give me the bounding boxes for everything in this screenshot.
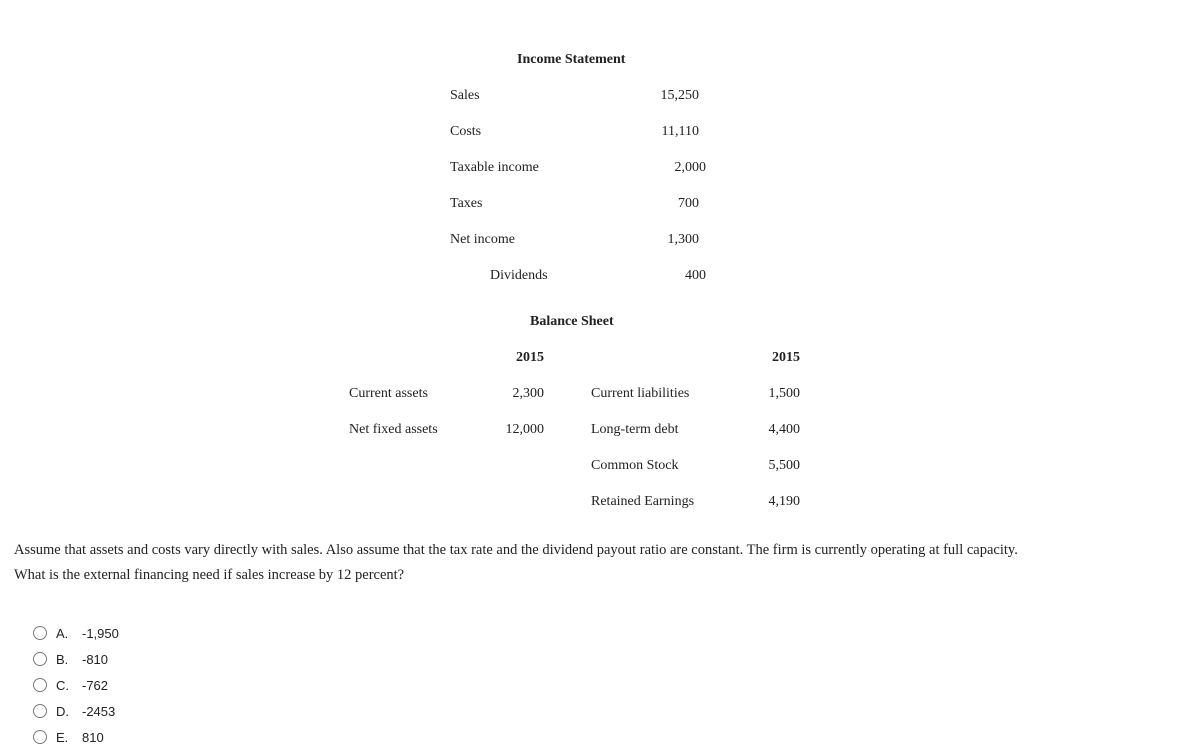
income-row-value-dividends: 400 (685, 268, 706, 283)
income-row-value-costs: 11,110 (661, 124, 699, 139)
income-row-label-taxable-income: Taxable income (450, 160, 539, 175)
liability-label-retained-earnings: Retained Earnings (591, 494, 695, 509)
income-statement-title: Income Statement (517, 52, 626, 67)
question-text (14, 538, 1184, 588)
income-row-value-taxable-income: 2,000 (674, 160, 706, 175)
question-line-2: What is the external financing need if sales increase by 12 percent? (14, 567, 405, 583)
asset-value-net-fixed-assets: 12,000 (505, 422, 544, 437)
radio-button-icon[interactable] (33, 678, 47, 692)
choice-d[interactable] (33, 701, 115, 721)
choice-letter: C. (56, 677, 69, 693)
income-row-label-net-income: Net income (450, 232, 515, 247)
choice-letter: D. (56, 703, 69, 719)
assets-year-header: 2015 (516, 350, 544, 365)
question-line-1: Assume that assets and costs vary directly with sales. Also assume that the tax rate and the dividend payout ratio are constant. The firm is currently operating at full capacity. (14, 542, 1018, 558)
income-row-label-taxes: Taxes (450, 196, 483, 211)
choice-c[interactable] (33, 675, 108, 695)
choice-value: -762 (82, 677, 109, 693)
radio-button-icon[interactable] (33, 704, 47, 718)
income-row-value-taxes: 700 (678, 196, 699, 211)
radio-button-icon[interactable] (33, 626, 47, 640)
balance-sheet-title: Balance Sheet (530, 314, 614, 329)
asset-label-net-fixed-assets: Net fixed assets (349, 422, 438, 437)
liability-value-common-stock: 5,500 (768, 458, 800, 473)
choice-e[interactable] (33, 727, 104, 747)
choice-letter: A. (56, 625, 69, 641)
choice-value: -1,950 (82, 625, 119, 641)
choice-value: -2453 (82, 703, 116, 719)
asset-value-current-assets: 2,300 (512, 386, 544, 401)
choice-value: 810 (82, 729, 104, 745)
liability-label-common-stock: Common Stock (591, 458, 679, 473)
liability-value-current-liabilities: 1,500 (768, 386, 800, 401)
choice-letter: B. (56, 651, 69, 667)
choice-value: -810 (82, 651, 109, 667)
income-row-label-sales: Sales (450, 88, 480, 103)
income-row-label-costs: Costs (450, 124, 482, 139)
liability-label-long-term-debt: Long-term debt (591, 422, 679, 437)
liabilities-year-header: 2015 (772, 350, 800, 365)
choice-letter: E. (56, 729, 69, 745)
liability-label-current-liabilities: Current liabilities (591, 386, 690, 401)
radio-button-icon[interactable] (33, 652, 47, 666)
choice-b[interactable] (33, 649, 108, 669)
asset-label-current-assets: Current assets (349, 386, 428, 401)
radio-button-icon[interactable] (33, 730, 47, 744)
liability-value-long-term-debt: 4,400 (768, 422, 800, 437)
choice-a[interactable] (33, 623, 119, 643)
liability-value-retained-earnings: 4,190 (768, 494, 800, 509)
income-row-value-sales: 15,250 (660, 88, 699, 103)
income-row-label-dividends: Dividends (490, 268, 548, 283)
income-row-value-net-income: 1,300 (667, 232, 699, 247)
